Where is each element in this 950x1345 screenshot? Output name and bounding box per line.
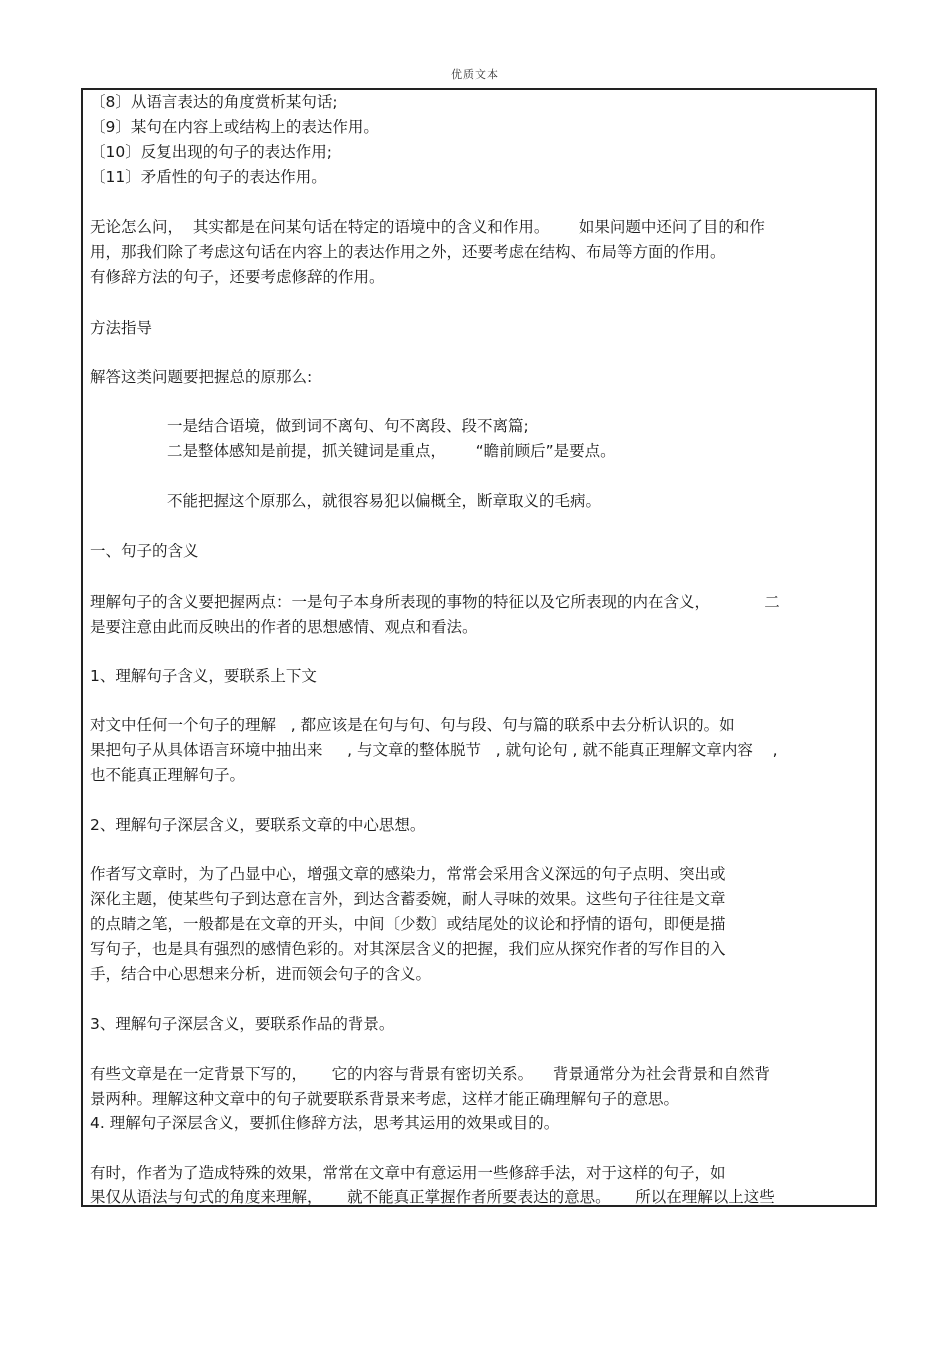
text-line: 〔8〕从语言表达的角度赏析某句话; bbox=[90, 93, 338, 111]
text-line: 果仅从语法与句式的角度来理解， 就不能真正掌握作者所要表达的意思。 所以在理解以上这些 bbox=[90, 1188, 775, 1206]
text-line: 是要注意由此而反映出的作者的思想感情、观点和看法。 bbox=[90, 618, 478, 636]
text-line: 有时，作者为了造成特殊的效果，常常在文章中有意运用一些修辞手法，对于这样的句子，如 bbox=[90, 1164, 726, 1182]
page-header: 优质文本 bbox=[451, 68, 499, 81]
text-line: 写句子，也是具有强烈的感情色彩的。对其深层含义的把握，我们应从探究作者的写作目的入 bbox=[90, 940, 726, 958]
text-line: 4. 理解句子深层含义，要抓住修辞方法，思考其运用的效果或目的。 bbox=[90, 1114, 560, 1132]
text-line: 无论怎么问， 其实都是在问某句话在特定的语境中的含义和作用。 如果问题中还问了目的和作 bbox=[90, 218, 765, 236]
text-line: 不能把握这个原那么，就很容易犯以偏概全，断章取义的毛病。 bbox=[167, 492, 602, 510]
text-line: 3、理解句子深层含义，要联系作品的背景。 bbox=[90, 1015, 395, 1033]
text-line: 一是结合语境，做到词不离句、句不离段、段不离篇; bbox=[167, 417, 529, 435]
text-line: 方法指导 bbox=[90, 319, 153, 337]
text-line: 二是整体感知是前提，抓关键词是重点， “瞻前顾后”是要点。 bbox=[167, 442, 616, 460]
text-line: 1、理解句子含义，要联系上下文 bbox=[90, 667, 317, 685]
text-line: 作者写文章时，为了凸显中心，增强文章的感染力，常常会采用含义深远的句子点明、突出或 bbox=[90, 865, 726, 883]
text-line: 理解句子的含义要把握两点：一是句子本身所表现的事物的特征以及它所表现的内在含义， 二 bbox=[90, 593, 780, 611]
text-line: 有修辞方法的句子，还要考虑修辞的作用。 bbox=[90, 268, 385, 286]
text-line: 〔11〕矛盾性的句子的表达作用。 bbox=[90, 168, 327, 186]
text-line: 有些文章是在一定背景下写的， 它的内容与背景有密切关系。 背景通常分为社会背景和自然背 bbox=[90, 1065, 770, 1083]
text-line: 〔10〕反复出现的句子的表达作用; bbox=[90, 143, 332, 161]
text-line: 深化主题，使某些句子到达意在言外，到达含蓄委婉，耐人寻味的效果。这些句子往往是文章 bbox=[90, 890, 726, 908]
text-line: 果把句子从具体语言环境中抽出来 , 与文章的整体脱节 , 就句论句 , 就不能真正理解文章内容 , bbox=[90, 741, 778, 759]
text-line: 景两种。理解这种文章中的句子就要联系背景来考虑，这样才能正确理解句子的意思。 bbox=[90, 1090, 680, 1108]
text-line: 2、理解句子深层含义，要联系文章的中心思想。 bbox=[90, 816, 426, 834]
text-line: 手，结合中心思想来分析，进而领会句子的含义。 bbox=[90, 965, 432, 983]
text-line: 解答这类问题要把握总的原那么: bbox=[90, 368, 313, 386]
text-line: 也不能真正理解句子。 bbox=[90, 766, 246, 784]
text-line: 〔9〕某句在内容上或结构上的表达作用。 bbox=[90, 118, 379, 136]
text-line: 对文中任何一个句子的理解 , 都应该是在句与句、句与段、句与篇的联系中去分析认识的。如 bbox=[90, 716, 735, 734]
text-line: 用，那我们除了考虑这句话在内容上的表达作用之外，还要考虑在结构、布局等方面的作用。 bbox=[90, 243, 726, 261]
text-line: 一、句子的含义 bbox=[90, 542, 199, 560]
text-line: 的点睛之笔，一般都是在文章的开头，中间〔少数〕或结尾处的议论和抒情的语句，即便是描 bbox=[90, 915, 726, 933]
